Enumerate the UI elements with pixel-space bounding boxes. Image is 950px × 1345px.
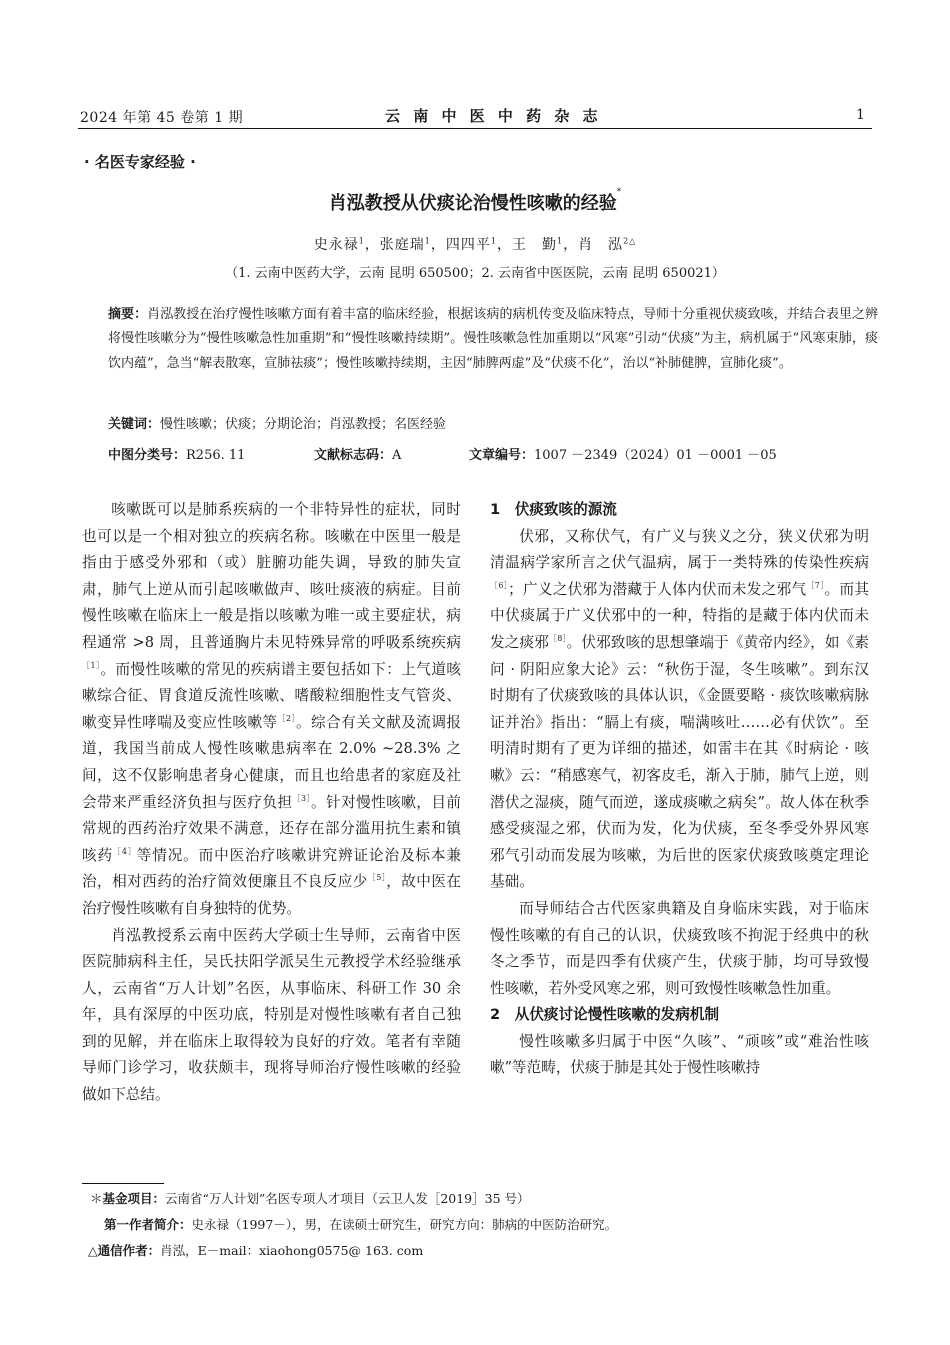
journal-name: 云 南 中 医 中 药 杂 志	[385, 107, 602, 125]
section-heading: 2 从伏痰讨论慢性咳嗽的发病机制	[490, 1006, 720, 1024]
author	[578, 237, 636, 253]
first-author-text: 史永禄（1997－），男，在读硕士研究生，研究方向：肺病的中医防治研究。	[191, 1217, 618, 1232]
author-name: 史永禄	[313, 237, 359, 253]
author-list: 史永禄$^1$，张庭瑞$^1$，四四平$^1$，王 勤$^1$，肖 泓$^{2\triangle}$	[313, 236, 637, 253]
abstract	[108, 303, 878, 376]
body-paragraph	[82, 497, 461, 923]
author-affiliation-mark: 1	[424, 236, 431, 246]
first-author-label: 第一作者简介：	[104, 1217, 192, 1232]
section-tag: · 名医专家经验 ·	[84, 153, 196, 171]
text-run: 。伏邪致咳的思想肇端于《黄帝内经》，如《素问 · 阴阳应象大论》云：“秋伤于湿，冬生咳嗽”。到东汉时期有了伏痰致咳的具体认识，《金匮要略 · 痰饮咳嗽病脉证并治》指出：“膈上有痰，喘满咳吐……必有伏饮”。至明清时期有了更为详细的描述，如雷丰在其《时病论 · 咳嗽》云：“稍感寒气，初客皮毛，渐入于肺，肺气上逆，则潜伏之湿痰，随气而逆，遂成痰嗽之病矣”。故人体在秋季感受痰湿之邪，伏而为发，化为伏痰，至冬季受外界风寒邪气引动而发展为咳嗽，为后世的医家伏痰致咳奠定理论基础。	[490, 633, 869, 891]
citation-ref: ［6］	[490, 580, 509, 590]
corresponding-mark: △	[88, 1243, 98, 1258]
corresponding-text: 肖泓，E－mail：xiaohong0575@ 163. com	[160, 1243, 424, 1258]
article-title	[0, 189, 950, 215]
funding-mark: ＊	[90, 1191, 103, 1206]
citation-ref: ［7］	[806, 580, 825, 590]
author	[380, 237, 431, 253]
keywords	[108, 413, 878, 437]
text-run: 而导师结合古代医家典籍及自身临床实践，对于临床慢性咳嗽的有自己的认识，伏痰致咳不拘泥于经典中的秋冬之季节，而是四季有伏痰产生，伏痰于肺，均可导致慢性咳嗽，若外受风寒之邪，则可致慢性咳嗽急性加重。	[490, 899, 869, 997]
body-paragraph	[490, 1029, 869, 1082]
doc-code-item	[314, 444, 401, 468]
citation-ref: ［3］	[292, 793, 312, 803]
citation-ref: ［8］	[549, 633, 567, 643]
author-name: 肖 泓	[578, 237, 624, 253]
text-run: 咳嗽既可以是肺系疾病的一个非特异性的症状，同时也可以是一个相对独立的疾病名称。咳嗽在中医里一般是指由于感受外邪和（或）脏腑功能失调，导致的肺失宣肃，肺气上逆从而引起咳嗽做声、咳吐痰液的病症。目前慢性咳嗽在临床上一般是指以咳嗽为唯一或主要症状，病程通常 >8 周，且普通胸片未见特殊异常的呼吸系统疾病	[82, 501, 461, 651]
keywords-text: 慢性咳嗽；伏痰；分期论治；肖泓教授；名医经验	[160, 417, 447, 432]
article-number-label: 文章编号：	[469, 448, 535, 463]
citation-ref: ［2］	[277, 713, 296, 723]
corresponding-label: 通信作者：	[97, 1243, 161, 1258]
body-column-right	[490, 497, 869, 1082]
footnote-first-author	[104, 1214, 617, 1236]
body-paragraph	[82, 923, 461, 1109]
page-number: 1	[856, 107, 865, 123]
footnote-corresponding	[88, 1240, 423, 1262]
text-run: ；广义之伏邪为潜藏于人体内伏而未发之邪气	[508, 580, 807, 598]
clc-item	[108, 448, 245, 463]
citation-ref: ［1］	[82, 660, 101, 670]
abstract-label: 摘要：	[108, 307, 148, 322]
keywords-label: 关键词：	[108, 417, 161, 432]
author	[314, 237, 365, 253]
author	[512, 237, 563, 253]
footnote-funding	[90, 1188, 530, 1210]
citation-ref: ［5］	[367, 873, 387, 883]
header-rule	[78, 128, 872, 129]
text-run: 伏邪，又称伏气，有广义与狭义之分，狭义伏邪为明清温病学家所言之伏气温病，属于一类特殊的传染性疾病	[490, 527, 869, 572]
section-heading: 1 伏痰致咳的源流	[490, 501, 617, 518]
article-number-item	[469, 444, 777, 468]
text-run: 肖泓教授系云南中医药大学硕士生导师，云南省中医医院肺病科主任，吴氏扶阳学派吴生元教授学术经验继承人，云南省“万人计划”名医，从事临床、科研工作 30 余年，具有深厚的中医功底，特别是对慢性咳嗽有者自己独到的见解，并在临床上取得较为良好的疗效。笔者有幸随导师门诊学习，收获颇丰，现将导师治疗慢性咳嗽的经验做如下总结。	[82, 926, 461, 1104]
author-name: 王 勤	[511, 237, 557, 253]
footnote-rule	[82, 1183, 164, 1184]
text-run: 。而其中伏痰属于广义伏邪中的一种，特指的是藏于体内伏而未发之痰邪	[490, 580, 869, 651]
text-run: ，故中医在治疗慢性咳嗽有自身独特的优势。	[82, 873, 461, 917]
funding-label: 基金项目：	[102, 1191, 166, 1206]
text-run: 慢性咳嗽多归属于中医“久咳”、“顽咳”或“难治性咳嗽”等范畴，伏痰于肺是其处于慢性咳嗽持	[490, 1032, 869, 1077]
classification-line	[108, 444, 878, 468]
article-title-text: 肖泓教授从伏痰论治慢性咳嗽的经验	[328, 193, 617, 214]
clc-label: 中图分类号：	[108, 448, 187, 463]
doc-code-value: A	[392, 448, 402, 463]
author-name: 张庭瑞	[379, 237, 425, 253]
article-number-value: 1007 －2349（2024）01 －0001 －05	[534, 448, 777, 463]
body-paragraph	[490, 896, 869, 1002]
body-paragraph	[490, 524, 869, 896]
author-affiliation-mark: 1	[358, 236, 365, 246]
author-name: 四四平	[445, 237, 491, 253]
text-run: 等情况。而中医治疗咳嗽讲究辨证论治及标本兼治，相对西药的治疗简效便廉且不良反应少	[82, 846, 461, 891]
text-run: 。综合有关文献及流调报道，我国当前成人慢性咳嗽患病率在 2.0% ~28.3% 之间，这不仅影响患者身心健康，而且也给患者的家庭及社会带来严重经济负担与医疗负担	[82, 713, 461, 811]
abstract-text: 肖泓教授在治疗慢性咳嗽方面有着丰富的临床经验，根据该病的病机传变及临床特点，导师十分重视伏痰致咳，并结合表里之辨将慢性咳嗽分为“慢性咳嗽急性加重期”和“慢性咳嗽持续期”。慢性咳嗽急性加重期以“风寒”引动“伏痰”为主，病机属于“风寒束肺，痰饮内蕴”，急当“解表散寒，宣肺祛痰”；慢性咳嗽持续期，主因“肺脾两虚”及“伏痰不化”，治以“补肺健脾，宣肺化痰”。	[108, 307, 878, 371]
clc-value: R256. 11	[186, 448, 246, 463]
title-footnote-mark: *	[616, 187, 622, 197]
body-column-left	[82, 497, 461, 1109]
author-affiliation-mark: 1	[490, 236, 497, 246]
author	[446, 237, 497, 253]
doc-code-label: 文献标志码：	[314, 448, 393, 463]
funding-text: 云南省“万人计划”名医专项人才项目（云卫人发［2019］35 号）	[165, 1191, 530, 1206]
author-affiliation-mark: 2△	[623, 236, 637, 246]
text-run: 。而慢性咳嗽的常见的疾病谱主要包括如下：上气道咳嗽综合征、胃食道反流性咳嗽、嗜酸粒细胞性支气管炎、嗽变异性哮喘及变应性咳嗽等	[82, 660, 461, 731]
affiliations: （1. 云南中医药大学，云南 昆明 650500；2. 云南省中医医院，云南 昆明 650021）	[225, 266, 725, 281]
author-affiliation-mark: 1	[556, 236, 564, 246]
text-run: 。针对慢性咳嗽，目前常规的西药治疗效果不满意，还存在部分滥用抗生素和镇咳药	[82, 793, 461, 864]
issue-info: 2024 年第 45 卷第 1 期	[80, 110, 244, 126]
citation-ref: ［4］	[112, 846, 137, 856]
